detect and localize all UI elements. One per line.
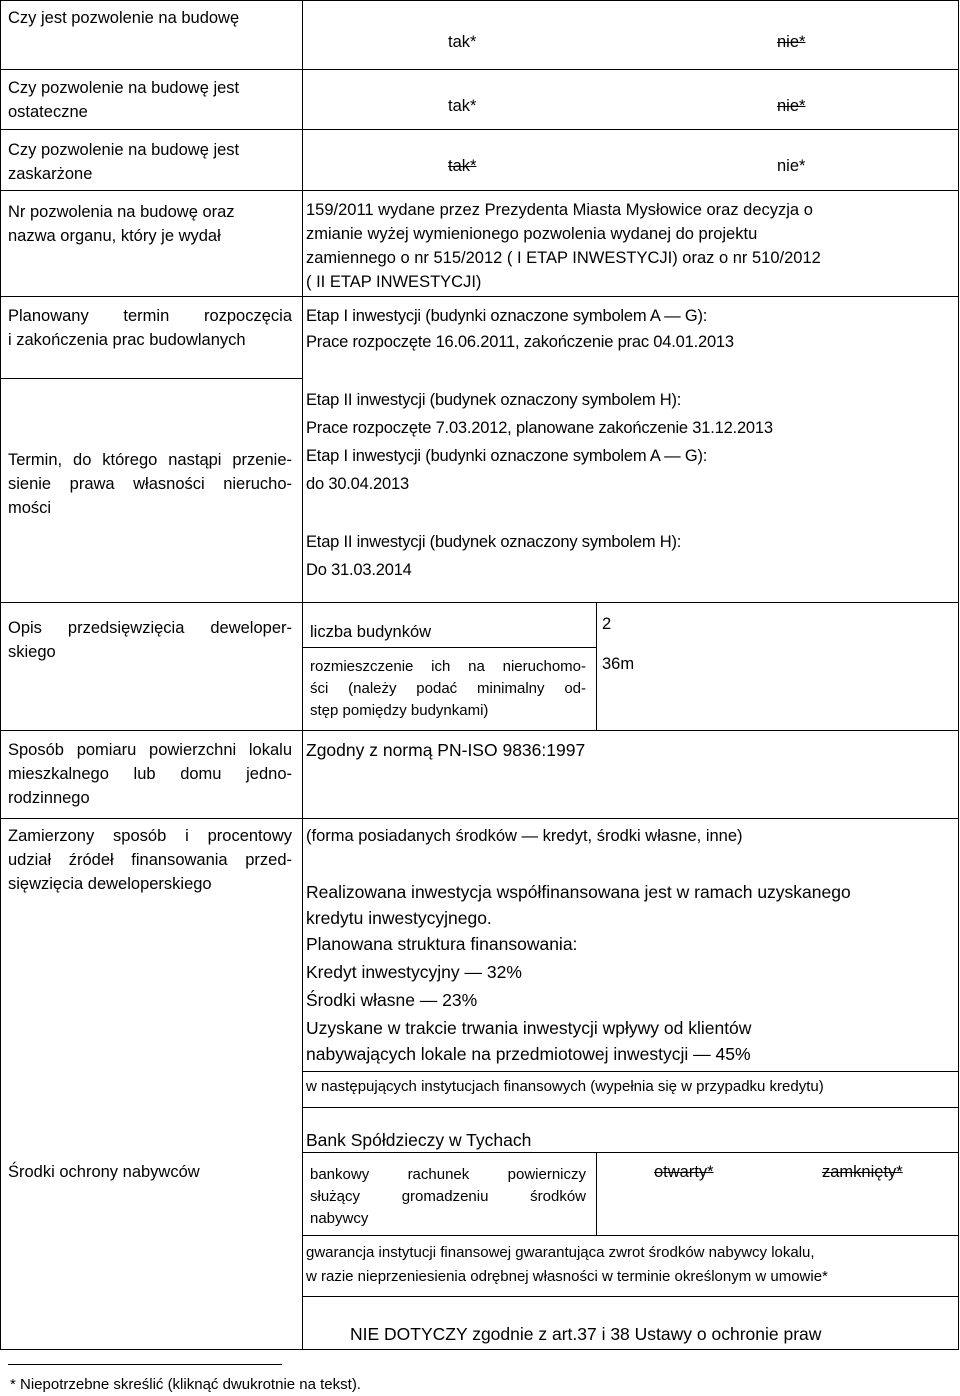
finansowanie-opis-line3: Planowana struktura finansowania: xyxy=(306,934,578,954)
nr-pozwolenia-value-line3: zamiennego o nr 515/2012 ( I ETAP INWESTYCJI) oraz o nr 510/2012 xyxy=(306,249,821,267)
termin-przeniesienia-etap1-line1: Etap I inwestycji (budynki oznaczone symbolem A — G): xyxy=(306,447,708,465)
footnote: * Niepotrzebne skreślić (kliknąć dwukrotnie na tekst). xyxy=(10,1376,361,1393)
row-label-ochrona: Środki ochrony nabywców xyxy=(8,1163,200,1181)
termin-przeniesienia-etap2-line1: Etap II inwestycji (budynek oznaczony symbolem H): xyxy=(306,533,682,551)
row-label-opis-line2: skiego xyxy=(8,643,56,661)
pomiar-value: Zgodny z normą PN-ISO 9836:1997 xyxy=(306,740,586,760)
option-nie-pozwolenie[interactable]: nie* xyxy=(777,33,806,51)
row-label-ostateczne-line1: Czy pozwolenie na budowę jest xyxy=(8,79,240,97)
termin-prac-etap2-line2: Prace rozpoczęte 7.03.2012, planowane zakończenie 31.12.2013 xyxy=(306,419,773,437)
rachunek-label-line3: nabywcy xyxy=(310,1210,369,1227)
liczba-budynkow-value: 2 xyxy=(602,615,612,633)
option-tak-ostateczne[interactable]: tak* xyxy=(448,97,477,115)
option-zamkniety[interactable]: zamknięty* xyxy=(822,1163,903,1181)
nr-pozwolenia-value-line1: 159/2011 wydane przez Prezydenta Miasta Mysłowice oraz decyzja o xyxy=(306,201,813,219)
gwarancja-line2: w razie nieprzeniesienia odrębnej własności w terminie określonym w umowie* xyxy=(306,1268,828,1285)
finansowanie-forma: (forma posiadanych środków — kredyt, środki własne, inne) xyxy=(306,827,743,845)
termin-przeniesienia-etap1-line2: do 30.04.2013 xyxy=(306,475,409,493)
finansowanie-opis-line1: Realizowana inwestycja współfinansowana jest w ramach uzyskanego xyxy=(306,882,851,902)
rozmieszczenie-value: 36m xyxy=(602,655,635,673)
nr-pozwolenia-value-line4: ( II ETAP INWESTYCJI) xyxy=(306,273,482,291)
finansowanie-opis-line7: nabywających lokale na przedmiotowej inwestycji — 45% xyxy=(306,1044,751,1064)
row-label-zaskarzone-line2: zaskarżone xyxy=(8,165,93,183)
nr-pozwolenia-value-line2: zmianie wyżej wymienionego pozwolenia wydanej do projektu xyxy=(306,225,758,243)
row-label-finansowanie-line3: sięwzięcia deweloperskiego xyxy=(8,875,212,893)
rozmieszczenie-label-line2: ści (należy podać minimalny od- xyxy=(310,680,586,697)
row-label-nr-pozwolenia-line2: nazwa organu, który je wydał xyxy=(8,227,221,245)
option-nie-zaskarzone[interactable]: nie* xyxy=(777,157,806,175)
nie-dotyczy-note: NIE DOTYCZY zgodnie z art.37 i 38 Ustawy o ochronie praw xyxy=(350,1324,822,1344)
termin-prac-etap1-line1: Etap I inwestycji (budynki oznaczone symbolem A — G): xyxy=(306,307,708,325)
row-label-pomiar-line2: mieszkalnego lub domu jedno- xyxy=(8,765,292,783)
row-label-termin-przeniesienia-line1: Termin, do którego nastąpi przenie- xyxy=(8,451,292,469)
row-label-nr-pozwolenia-line1: Nr pozwolenia na budowę oraz xyxy=(8,203,235,221)
termin-przeniesienia-etap2-line2: Do 31.03.2014 xyxy=(306,561,412,579)
row-label-finansowanie-line2: udział źródeł finansowania przed- xyxy=(8,851,292,869)
row-label-pomiar-line3: rodzinnego xyxy=(8,789,90,807)
row-label-finansowanie-line1: Zamierzony sposób i procentowy xyxy=(8,827,292,845)
finansowanie-instytucje: w następujących instytucjach finansowych (wypełnia się w przypadku kredytu) xyxy=(306,1078,824,1095)
row-label-termin-przeniesienia-line2: sienie prawa własności nierucho- xyxy=(8,475,292,493)
row-label-termin-prac-line1: Planowany termin rozpoczęcia xyxy=(8,307,292,325)
rozmieszczenie-label-line1: rozmieszczenie ich na nieruchomo- xyxy=(310,658,586,675)
row-label-pomiar-line1: Sposób pomiaru powierzchni lokalu xyxy=(8,741,292,759)
rachunek-label-line2: służący gromadzeniu środków xyxy=(310,1188,586,1205)
finansowanie-opis-line5: Środki własne — 23% xyxy=(306,990,478,1010)
row-label-pozwolenie: Czy jest pozwolenie na budowę xyxy=(8,9,240,27)
option-otwarty[interactable]: otwarty* xyxy=(654,1163,714,1181)
row-label-termin-prac-line2: i zakończenia prac budowlanych xyxy=(8,331,246,349)
termin-prac-etap1-line2: Prace rozpoczęte 16.06.2011, zakończenie prac 04.01.2013 xyxy=(306,333,734,351)
rachunek-label-line1: bankowy rachunek powierniczy xyxy=(310,1166,586,1183)
row-label-zaskarzone-line1: Czy pozwolenie na budowę jest xyxy=(8,141,240,159)
row-label-ostateczne-line2: ostateczne xyxy=(8,103,88,121)
finansowanie-opis-line2: kredytu inwestycyjnego. xyxy=(306,908,492,928)
option-tak-zaskarzone[interactable]: tak* xyxy=(448,157,477,175)
option-nie-ostateczne[interactable]: nie* xyxy=(777,97,806,115)
termin-prac-etap2-line1: Etap II inwestycji (budynek oznaczony symbolem H): xyxy=(306,391,682,409)
finansowanie-opis-line4: Kredyt inwestycyjny — 32% xyxy=(306,962,522,982)
finansowanie-opis-line6: Uzyskane w trakcie trwania inwestycji wpływy od klientów xyxy=(306,1018,752,1038)
row-label-termin-przeniesienia-line3: mości xyxy=(8,499,52,517)
finansowanie-bank: Bank Spółdzieczy w Tychach xyxy=(306,1130,532,1150)
rozmieszczenie-label-line3: stęp pomiędzy budynkami) xyxy=(310,702,489,719)
option-tak-pozwolenie[interactable]: tak* xyxy=(448,33,477,51)
liczba-budynkow-label: liczba budynków xyxy=(310,623,432,641)
gwarancja-line1: gwarancja instytucji finansowej gwarantująca zwrot środków nabywcy lokalu, xyxy=(306,1244,815,1261)
row-label-opis-line1: Opis przedsięwzięcia deweloper- xyxy=(8,619,292,637)
